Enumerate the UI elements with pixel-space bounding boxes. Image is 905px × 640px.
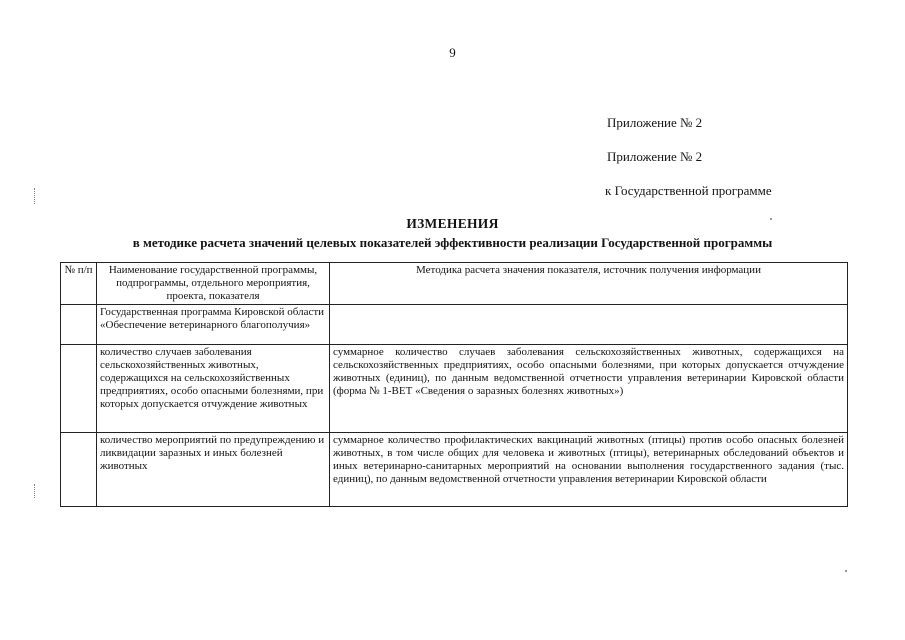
cell-name: количество мероприятий по предупреждению и ликвидации заразных и иных болезней животных (97, 433, 330, 507)
scan-speck (845, 570, 847, 572)
table-row (61, 345, 848, 433)
page-number: 9 (449, 45, 456, 60)
document-title: ИЗМЕНЕНИЯ (406, 216, 499, 231)
cell-method: суммарное количество профилактических вакцинаций животных (птицы) против особо опасных болезней животных, в том числе общих для человека и животных (птицы), ветеринарных обследований объектов и иных ветеринарно-санитарных мероприятий на основании выполнения государственного задания (тыс. единиц), по данным ведомственной отчетности управления ветеринарии Кировской области (330, 433, 848, 507)
table-row (61, 305, 848, 345)
changes-table (60, 262, 848, 507)
appendix-label-3: к Государственной программе (605, 183, 772, 198)
cell-num (61, 305, 97, 345)
appendix-label-1: Приложение № 2 (607, 115, 703, 130)
cell-num (61, 433, 97, 507)
cell-name: количество случаев заболевания сельскохозяйственных животных, содержащихся на сельскохозяйственных предприятиях, особо опасными болезнями, при которых допускается отчуждение животных (97, 345, 330, 433)
cell-num (61, 345, 97, 433)
header-method: Методика расчета значения показателя, источник получения информации (330, 263, 848, 305)
cell-method (330, 305, 848, 345)
table-row (61, 433, 848, 507)
scan-speck (770, 218, 772, 220)
document-subtitle: в методике расчета значений целевых показателей эффективности реализации Государственной программы (132, 235, 773, 250)
table-header-row (61, 263, 848, 305)
header-name: Наименование государственной программы, подпрограммы, отдельного мероприятия, проекта, показателя (97, 263, 330, 305)
scan-margin-mark (34, 484, 37, 498)
scan-margin-mark (34, 188, 37, 204)
cell-method: суммарное количество случаев заболевания сельскохозяйственных животных, содержащихся на сельскохозяйственных предприятиях, особо опасными болезнями, при которых допускается отчуждение животных (единиц), по данным ведомственной отчетности управления ветеринарии Кировской области (форма № 1-ВЕТ «Сведения о заразных болезнях животных») (330, 345, 848, 433)
header-num: № п/п (61, 263, 97, 305)
appendix-label-2: Приложение № 2 (607, 149, 703, 164)
cell-name: Государственная программа Кировской области «Обеспечение ветеринарного благополучия» (97, 305, 330, 345)
